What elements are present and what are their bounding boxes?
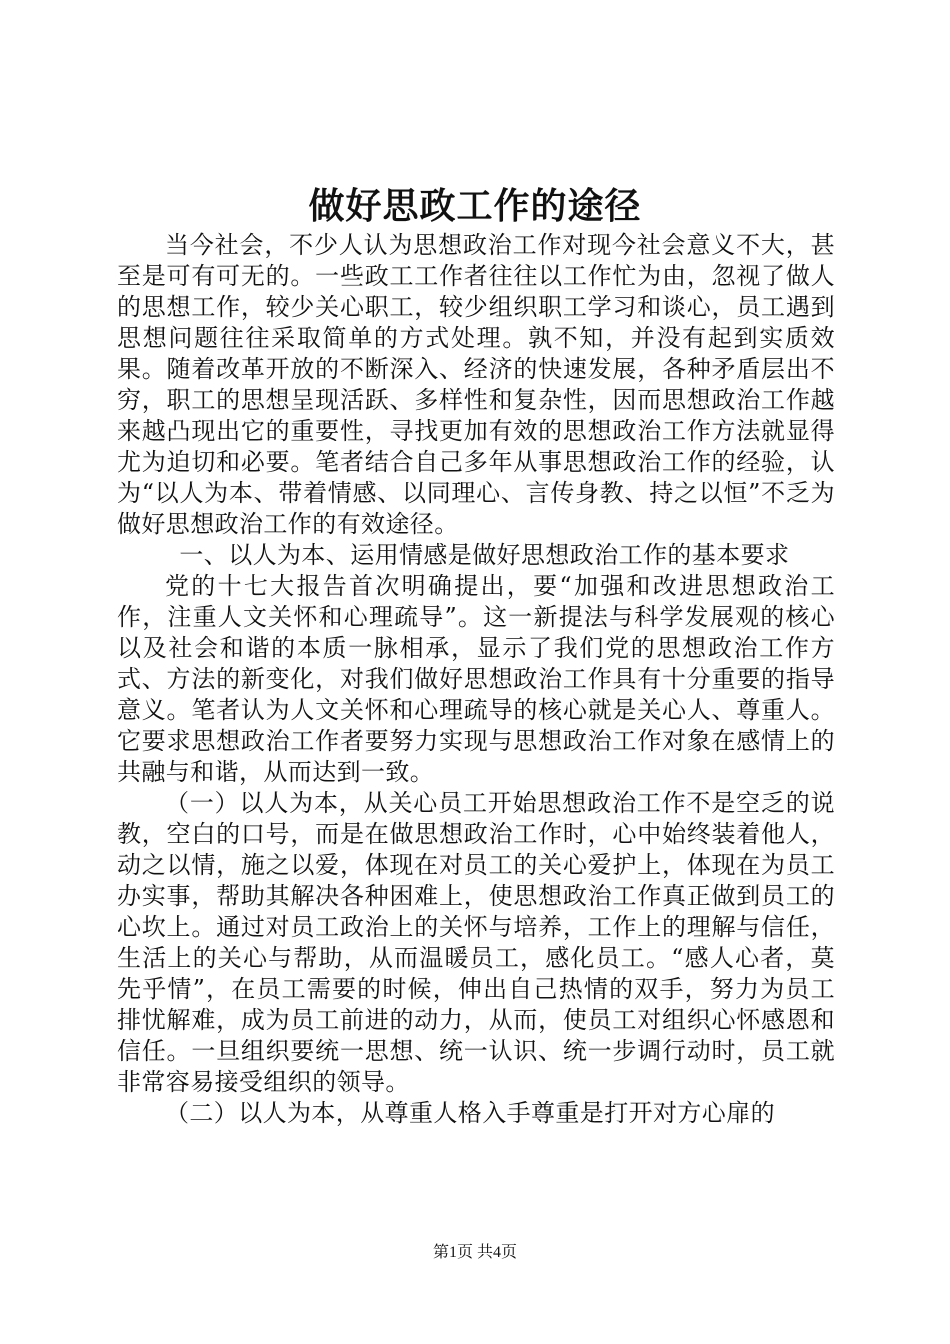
page-footer: 第1页 共4页 (432, 1244, 517, 1261)
paragraph-intro: 当今社会，不少人认为思想政治工作对现今社会意义不大，甚至是可有可无的。一些政工工作者往往以工作忙为由，忽视了做人的思想工作，较少关心职工，较少组织职工学习和谈心，员工遇到思想问题往往采取简单的方式处理。孰不知，并没有起到实质效果。随着改革开放的不断深入、经济的快速发展，各种矛盾层出不穷，职工的思想呈现活跃、多样性和复杂性，因而思想政治工作越来越凸现出它的重要性，寻找更加有效的思想政治工作方法就显得尤为迫切和必要。笔者结合自己多年从事思想政治工作的经验，认为“以人为本、带着情感、以同理心、言传身教、持之以恒”不乏为做好思想政治工作的有效途径。 (117, 231, 835, 538)
section-heading-1: 一、以人为本、运用情感是做好思想政治工作的基本要求 (179, 541, 790, 569)
document-body (117, 230, 835, 1129)
paragraph-subsection-1: （一）以人为本，从关心员工开始思想政治工作不是空乏的说教，空白的口号，而是在做思想政治工作时，心中始终装着他人，动之以情，施之以爱，体现在对员工的关心爱护上，体现在为员工办实事，帮助其解决各种困难上，使思想政治工作真正做到员工的心坎上。通过对员工政治上的关怀与培养，工作上的理解与信任，生活上的关心与帮助，从而温暖员工，感化员工。“感人心者，莫先乎情”，在员工需要的时候，伸出自己热情的双手，努力为员工排忧解难，成为员工前进的动力，从而，使员工对组织心怀感恩和信任。一旦组织要统一思想、统一认识、统一步调行动时，员工就非常容易接受组织的领导。 (117, 789, 835, 1096)
document-title: 做好思政工作的途径 (308, 185, 642, 227)
paragraph-subsection-2: （二）以人为本，从尊重人格入手尊重是打开对方心扉的 (165, 1099, 775, 1127)
paragraph-section-1: 党的十七大报告首次明确提出，要“加强和改进思想政治工作，注重人文关怀和心理疏导”。这一新提法与科学发展观的核心以及社会和谐的本质一脉相承，显示了我们党的思想政治工作方式、方法的新变化，对我们做好思想政治工作具有十分重要的指导意义。笔者认为人文关怀和心理疏导的核心就是关心人、尊重人。它要求思想政治工作者要努力实现与思想政治工作对象在感情上的共融与和谐，从而达到一致。 (117, 572, 835, 786)
